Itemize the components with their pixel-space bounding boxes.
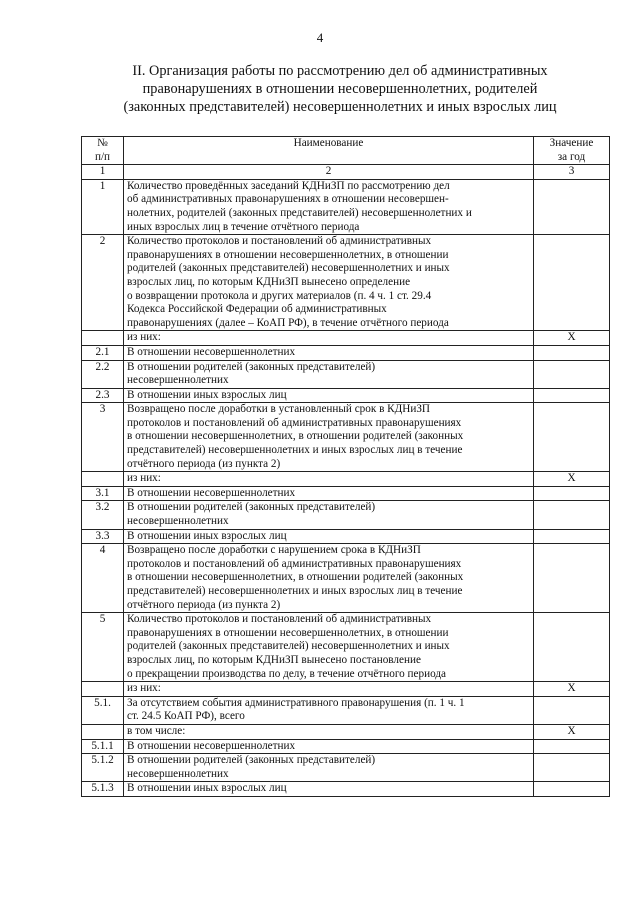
row-name-line: нолетних, родителей (законных представителей) несовершеннолетних и	[127, 206, 472, 219]
row-number: 1	[82, 179, 124, 234]
row-name-line: протоколов и постановлений об административных правонарушениях	[127, 557, 462, 570]
row-name-line: несовершеннолетних	[127, 767, 229, 780]
section-title	[60, 62, 620, 116]
row-value: X	[534, 472, 610, 487]
section-title-line: II. Организация работы по рассмотрению дел об административных	[132, 63, 548, 79]
table-row	[82, 696, 610, 724]
row-name	[124, 782, 534, 797]
row-name-line: из них:	[127, 682, 161, 695]
table-row	[82, 613, 610, 682]
table-row	[82, 345, 610, 360]
row-name	[124, 179, 534, 234]
row-number: 3	[82, 403, 124, 472]
row-name-line: родителей (законных представителей) несовершеннолетних и иных	[127, 262, 450, 275]
row-name	[124, 331, 534, 346]
table-row	[82, 501, 610, 529]
row-value	[534, 345, 610, 360]
row-value	[534, 544, 610, 613]
row-name	[124, 235, 534, 331]
table-row	[82, 179, 610, 234]
row-value	[534, 696, 610, 724]
row-value	[534, 613, 610, 682]
row-value	[534, 486, 610, 501]
row-value: X	[534, 724, 610, 739]
row-name	[124, 682, 534, 697]
row-number: 5.1.2	[82, 754, 124, 782]
row-name-line: Кодекса Российской Федерации об административных	[127, 303, 387, 316]
table-header-row	[82, 137, 610, 165]
report-table	[81, 136, 610, 797]
table-row	[82, 529, 610, 544]
row-name	[124, 739, 534, 754]
row-name-line: В отношении несовершеннолетних	[127, 345, 296, 358]
row-name-line: протоколов и постановлений об административных правонарушениях	[127, 416, 462, 429]
column-index: 2	[124, 165, 534, 180]
table-row	[82, 331, 610, 346]
row-name-line: о прекращении производства по делу, в течение отчётного периода	[127, 667, 446, 680]
header-value-line: за год	[557, 150, 586, 163]
row-name	[124, 345, 534, 360]
table-row	[82, 782, 610, 797]
row-name	[124, 472, 534, 487]
table-row	[82, 360, 610, 388]
row-name-line: в том числе:	[127, 724, 186, 737]
row-value	[534, 388, 610, 403]
header-value	[534, 137, 610, 165]
row-name-line: Возвращено после доработки в установленный срок в КДНиЗП	[127, 403, 431, 416]
row-name-line: из них:	[127, 331, 161, 344]
row-name-line: Количество протоколов и постановлений об административных	[127, 613, 432, 626]
row-name-line: взрослых лиц, по которым КДНиЗП вынесено постановление	[127, 653, 421, 666]
row-name-line: В отношении иных взрослых лиц	[127, 782, 287, 795]
row-name	[124, 388, 534, 403]
row-number: 5.1.3	[82, 782, 124, 797]
row-value: X	[534, 331, 610, 346]
table-row	[82, 486, 610, 501]
section-title-line: (законных представителей) несовершеннолетних и иных взрослых лиц	[123, 99, 557, 115]
row-value	[534, 360, 610, 388]
row-number: 2.1	[82, 345, 124, 360]
row-number: 5	[82, 613, 124, 682]
row-name-line: представителей) несовершеннолетних и иных взрослых лиц в течение	[127, 585, 463, 597]
row-name-line: несовершеннолетних	[127, 374, 229, 387]
table-row	[82, 739, 610, 754]
row-name-line: отчётного периода (из пункта 2)	[127, 598, 281, 611]
row-name	[124, 754, 534, 782]
row-name	[124, 529, 534, 544]
row-name-line: Количество протоколов и постановлений об административных	[127, 235, 432, 248]
row-name-line: В отношении несовершеннолетних	[127, 739, 296, 752]
table-row	[82, 754, 610, 782]
row-name	[124, 360, 534, 388]
row-name-line: в отношении несовершеннолетних, в отношении родителей (законных	[127, 430, 464, 443]
header-name: Наименование	[124, 137, 534, 165]
row-number: 2.2	[82, 360, 124, 388]
row-number	[82, 331, 124, 346]
row-name-line: родителей (законных представителей) несовершеннолетних и иных	[127, 640, 450, 653]
row-name-line: в отношении несовершеннолетних, в отношении родителей (законных	[127, 571, 464, 584]
row-name-line: отчётного периода (из пункта 2)	[127, 457, 281, 470]
row-name	[124, 613, 534, 682]
row-name-line: В отношении несовершеннолетних	[127, 486, 296, 499]
row-number: 4	[82, 544, 124, 613]
row-name	[124, 501, 534, 529]
row-value	[534, 403, 610, 472]
page-number: 4	[316, 30, 324, 45]
row-value: X	[534, 682, 610, 697]
row-name-line: правонарушениях в отношении несовершеннолетних, в отношении	[127, 248, 449, 261]
table-row	[82, 472, 610, 487]
row-value	[534, 739, 610, 754]
row-name	[124, 544, 534, 613]
row-number: 3.2	[82, 501, 124, 529]
row-number: 3.3	[82, 529, 124, 544]
column-index: 3	[534, 165, 610, 180]
row-name-line: В отношении родителей (законных представителей)	[127, 754, 376, 767]
row-name-line: Возвращено после доработки с нарушением срока в КДНиЗП	[127, 544, 421, 557]
row-name-line: Количество проведённых заседаний КДНиЗП по рассмотрению дел	[127, 179, 450, 192]
row-number	[82, 472, 124, 487]
header-value-line: Значение	[549, 137, 594, 149]
row-name-line: За отсутствием события административного правонарушения (п. 1 ч. 1	[127, 696, 465, 709]
row-name-line: правонарушениях (далее – КоАП РФ), в течение отчётного периода	[127, 316, 449, 329]
row-name-line: взрослых лиц, по которым КДНиЗП вынесено определение	[127, 275, 411, 288]
row-name-line: из них:	[127, 472, 161, 485]
table-body	[82, 179, 610, 796]
row-number	[82, 682, 124, 697]
table-row	[82, 682, 610, 697]
row-value	[534, 754, 610, 782]
row-number: 2.3	[82, 388, 124, 403]
row-name-line: В отношении родителей (законных представителей)	[127, 501, 376, 514]
row-name-line: В отношении иных взрослых лиц	[127, 388, 287, 401]
row-name-line: В отношении родителей (законных представителей)	[127, 360, 376, 373]
row-name-line: о возвращении протокола и других материалов (п. 4 ч. 1 ст. 29.4	[127, 289, 432, 302]
row-number: 5.1.1	[82, 739, 124, 754]
column-index: 1	[82, 165, 124, 180]
row-name-line: несовершеннолетних	[127, 515, 229, 528]
section-title-line: правонарушениях в отношении несовершеннолетних, родителей	[142, 81, 538, 97]
row-number: 2	[82, 235, 124, 331]
row-number: 5.1.	[82, 696, 124, 724]
row-name	[124, 696, 534, 724]
row-number: 3.1	[82, 486, 124, 501]
column-index-row	[82, 165, 610, 180]
row-value	[534, 782, 610, 797]
header-number-line: №	[97, 137, 108, 149]
row-name-line: правонарушениях в отношении несовершеннолетних, в отношении	[127, 626, 449, 639]
row-name	[124, 724, 534, 739]
header-number-line: п/п	[94, 150, 111, 163]
row-name-line: иных взрослых лиц в течение отчётного периода	[127, 220, 360, 233]
table-row	[82, 388, 610, 403]
row-name	[124, 403, 534, 472]
row-name-line: В отношении иных взрослых лиц	[127, 529, 287, 542]
row-value	[534, 529, 610, 544]
row-number	[82, 724, 124, 739]
header-number	[82, 137, 124, 165]
row-name-line: об административных правонарушениях в отношении несовершен-	[127, 193, 449, 206]
row-name-line: представителей) несовершеннолетних и иных взрослых лиц в течение	[127, 444, 463, 457]
row-value	[534, 179, 610, 234]
table-row	[82, 724, 610, 739]
row-name	[124, 486, 534, 501]
row-value	[534, 501, 610, 529]
row-name-line: ст. 24.5 КоАП РФ), всего	[127, 710, 245, 723]
table-row	[82, 235, 610, 331]
table-row	[82, 544, 610, 613]
row-value	[534, 235, 610, 331]
table-row	[82, 403, 610, 472]
